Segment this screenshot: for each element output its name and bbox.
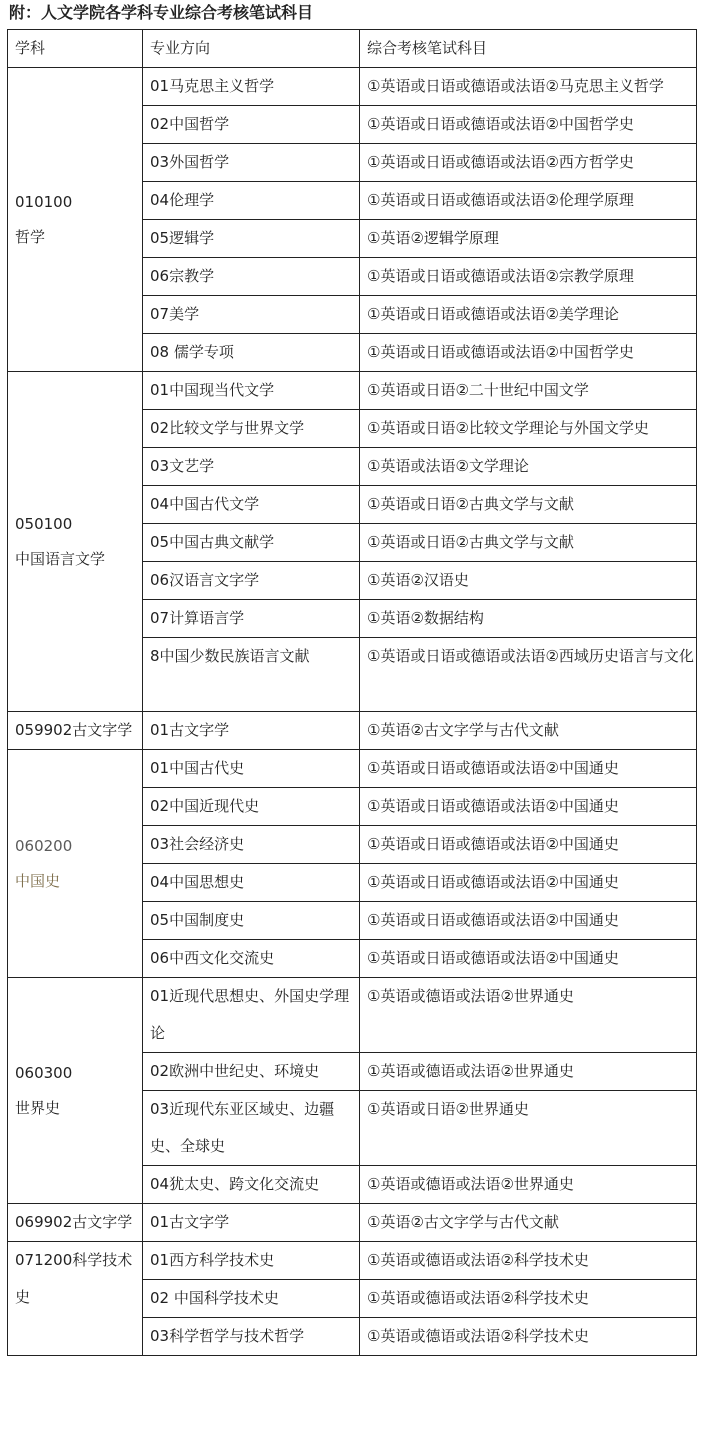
- direction-cell: 03近现代东亚区域史、边疆史、全球史: [143, 1091, 360, 1166]
- subjects-cell: ①英语或德语或法语②科学技术史: [360, 1318, 697, 1356]
- page-title: 附：人文学院各学科专业综合考核笔试科目: [9, 3, 314, 22]
- direction-cell: 07美学: [143, 296, 360, 334]
- direction-cell: 04中国思想史: [143, 864, 360, 902]
- subjects-cell: ①英语或德语或法语②世界通史: [360, 1166, 697, 1204]
- subjects-cell: ①英语或日语或德语或法语②中国通史: [360, 826, 697, 864]
- direction-cell: 01古文字学: [143, 1204, 360, 1242]
- table-row: [8, 1242, 697, 1280]
- discipline-cell: [8, 372, 143, 712]
- discipline-code: 060300: [15, 1063, 73, 1082]
- subjects-cell: ①英语或日语或德语或法语②中国通史: [360, 902, 697, 940]
- direction-cell: 8中国少数民族语言文献: [143, 638, 360, 712]
- subjects-cell: ①英语或日语或德语或法语②马克思主义哲学: [360, 68, 697, 106]
- direction-cell: 05逻辑学: [143, 220, 360, 258]
- discipline-code: 060200: [15, 836, 73, 855]
- direction-cell: 06宗教学: [143, 258, 360, 296]
- direction-cell: 02中国近现代史: [143, 788, 360, 826]
- discipline-cell: [8, 68, 143, 372]
- subjects-cell: ①英语或日语②二十世纪中国文学: [360, 372, 697, 410]
- subjects-cell: ①英语或日语或德语或法语②美学理论: [360, 296, 697, 334]
- subjects-cell: ①英语或日语或德语或法语②中国哲学史: [360, 334, 697, 372]
- table-row: [8, 712, 697, 750]
- subjects-cell: ①英语或德语或法语②科学技术史: [360, 1280, 697, 1318]
- subjects-cell: ①英语或日语或德语或法语②中国通史: [360, 788, 697, 826]
- subjects-cell: ①英语或德语或法语②世界通史: [360, 978, 697, 1053]
- header-discipline: 学科: [8, 30, 143, 68]
- subjects-cell: ①英语或日语或德语或法语②中国通史: [360, 864, 697, 902]
- direction-cell: 01中国现当代文学: [143, 372, 360, 410]
- table-row: [8, 68, 697, 106]
- header-subjects: 综合考核笔试科目: [360, 30, 697, 68]
- subjects-cell: ①英语或日语②世界通史: [360, 1091, 697, 1166]
- subjects-cell: ①英语②古文字学与古代文献: [360, 1204, 697, 1242]
- discipline-name: 中国史: [15, 871, 61, 890]
- header-direction: 专业方向: [143, 30, 360, 68]
- subjects-cell: ①英语或日语或德语或法语②西方哲学史: [360, 144, 697, 182]
- direction-cell: 02中国哲学: [143, 106, 360, 144]
- direction-cell: 03科学哲学与技术哲学: [143, 1318, 360, 1356]
- subjects-cell: ①英语或日语或德语或法语②中国通史: [360, 750, 697, 788]
- subjects-cell: ①英语②数据结构: [360, 600, 697, 638]
- direction-cell: 01近现代思想史、外国史学理论: [143, 978, 360, 1053]
- direction-cell: 03社会经济史: [143, 826, 360, 864]
- direction-cell: 04伦理学: [143, 182, 360, 220]
- discipline-name: 世界史: [15, 1098, 61, 1117]
- discipline-name: 中国语言文学: [15, 549, 106, 568]
- subjects-cell: ①英语②古文字学与古代文献: [360, 712, 697, 750]
- direction-cell: 05中国古典文献学: [143, 524, 360, 562]
- direction-cell: 02比较文学与世界文学: [143, 410, 360, 448]
- table-row: [8, 978, 697, 1053]
- subjects-cell: ①英语或德语或法语②科学技术史: [360, 1242, 697, 1280]
- subjects-cell: ①英语②汉语史: [360, 562, 697, 600]
- direction-cell: 03文艺学: [143, 448, 360, 486]
- discipline-cell: 059902古文字学: [8, 712, 143, 750]
- subjects-cell: ①英语或法语②文学理论: [360, 448, 697, 486]
- discipline-cell: [8, 750, 143, 978]
- subjects-cell: ①英语或日语②古典文学与文献: [360, 486, 697, 524]
- direction-cell: 06汉语言文字学: [143, 562, 360, 600]
- discipline-cell: 069902古文字学: [8, 1204, 143, 1242]
- subjects-cell: ①英语或日语②比较文学理论与外国文学史: [360, 410, 697, 448]
- subjects-cell: ①英语②逻辑学原理: [360, 220, 697, 258]
- subjects-table: [7, 29, 697, 1356]
- subjects-cell: ①英语或日语②古典文学与文献: [360, 524, 697, 562]
- discipline-code: 010100: [15, 192, 73, 211]
- direction-cell: 02欧洲中世纪史、环境史: [143, 1053, 360, 1091]
- subjects-cell: ①英语或日语或德语或法语②西域历史语言与文化: [360, 638, 697, 712]
- table-row: [8, 750, 697, 788]
- direction-cell: 02 中国科学技术史: [143, 1280, 360, 1318]
- subjects-cell: ①英语或日语或德语或法语②中国哲学史: [360, 106, 697, 144]
- direction-cell: 01古文字学: [143, 712, 360, 750]
- direction-cell: 01西方科学技术史: [143, 1242, 360, 1280]
- direction-cell: 04中国古代文学: [143, 486, 360, 524]
- direction-cell: 07计算语言学: [143, 600, 360, 638]
- table-row: [8, 1204, 697, 1242]
- discipline-cell: [8, 978, 143, 1204]
- direction-cell: 04犹太史、跨文化交流史: [143, 1166, 360, 1204]
- direction-cell: 01中国古代史: [143, 750, 360, 788]
- direction-cell: 08 儒学专项: [143, 334, 360, 372]
- subjects-cell: ①英语或日语或德语或法语②宗教学原理: [360, 258, 697, 296]
- table-row: [8, 372, 697, 410]
- discipline-code: 050100: [15, 514, 73, 533]
- direction-cell: 05中国制度史: [143, 902, 360, 940]
- subjects-cell: ①英语或日语或德语或法语②中国通史: [360, 940, 697, 978]
- direction-cell: 06中西文化交流史: [143, 940, 360, 978]
- direction-cell: 03外国哲学: [143, 144, 360, 182]
- direction-cell: 01马克思主义哲学: [143, 68, 360, 106]
- discipline-cell: 071200科学技术史: [8, 1242, 143, 1356]
- table-header-row: [8, 30, 697, 68]
- subjects-cell: ①英语或日语或德语或法语②伦理学原理: [360, 182, 697, 220]
- subjects-cell: ①英语或德语或法语②世界通史: [360, 1053, 697, 1091]
- discipline-name: 哲学: [15, 227, 46, 246]
